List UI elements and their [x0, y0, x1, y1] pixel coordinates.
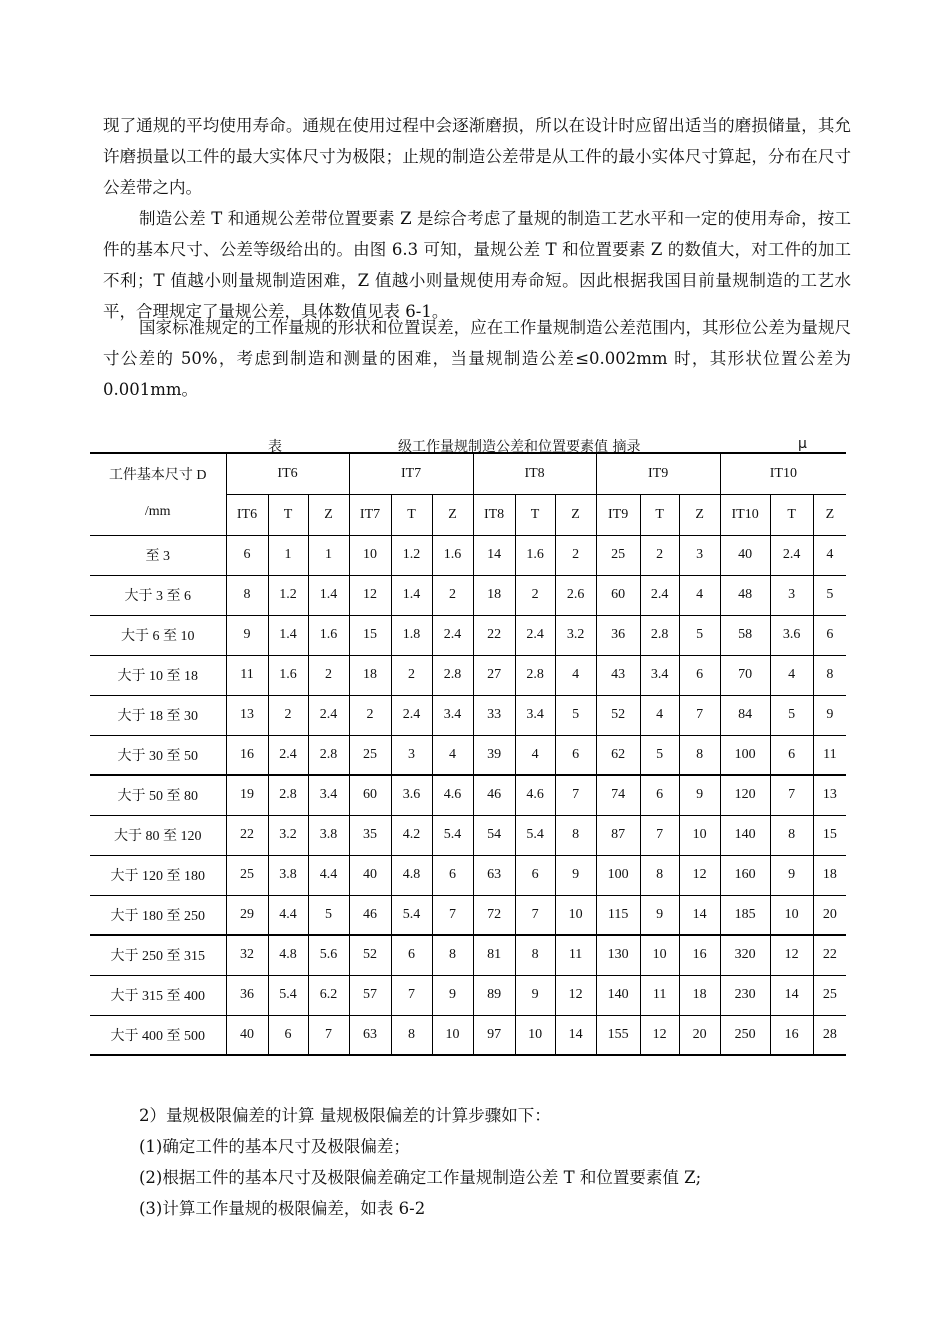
value-cell: 5.4: [515, 815, 555, 855]
value-cell: 160: [720, 855, 770, 895]
dimension-header-line1: 工件基本尺寸 D: [108, 468, 207, 484]
value-cell: 4: [515, 735, 555, 775]
value-cell: 14: [770, 975, 813, 1015]
value-cell: 140: [596, 975, 640, 1015]
value-cell: 72: [473, 895, 515, 935]
table-caption-prefix: 表: [268, 439, 282, 455]
value-cell: 7: [308, 1015, 349, 1055]
value-cell: 35: [349, 815, 391, 855]
value-cell: 12: [555, 975, 596, 1015]
value-cell: 18: [473, 575, 515, 615]
sub-header-cell: IT8: [473, 494, 515, 535]
value-cell: 3.4: [515, 695, 555, 735]
sub-header-cell: IT9: [596, 494, 640, 535]
value-cell: 89: [473, 975, 515, 1015]
value-cell: 3.6: [770, 615, 813, 655]
table-row: [90, 655, 846, 695]
value-cell: 2: [308, 655, 349, 695]
value-cell: 5: [555, 695, 596, 735]
value-cell: 100: [720, 735, 770, 775]
value-cell: 1.2: [268, 575, 308, 615]
value-cell: 4: [770, 655, 813, 695]
value-cell: 1.6: [432, 535, 473, 575]
value-cell: 12: [349, 575, 391, 615]
value-cell: 33: [473, 695, 515, 735]
section-heading: 2）量规极限偏差的计算 量规极限偏差的计算步骤如下：: [139, 1106, 551, 1125]
gauge-tolerance-table: [90, 452, 846, 1056]
value-cell: 3.4: [308, 775, 349, 815]
value-cell: 9: [515, 975, 555, 1015]
sub-header-cell: Z: [679, 494, 720, 535]
body-paragraph-1: 现了通规的平均使用寿命。通规在使用过程中会逐渐磨损，所以在设计时应留出适当的磨损储量，其允许磨损量以工件的最大实体尺寸为极限；止规的制造公差带是从工件的最小实体尺寸算起，分布在尺寸公差带之内。: [103, 116, 851, 197]
dimension-header-line2: /mm: [144, 504, 171, 520]
value-cell: 14: [473, 535, 515, 575]
value-cell: 2: [268, 695, 308, 735]
value-cell: 84: [720, 695, 770, 735]
size-range-cell: 大于 120 至 180: [90, 855, 226, 895]
value-cell: 12: [640, 1015, 679, 1055]
value-cell: 39: [473, 735, 515, 775]
value-cell: 6: [268, 1015, 308, 1055]
sub-header-cell: T: [515, 494, 555, 535]
value-cell: 10: [679, 815, 720, 855]
value-cell: 32: [226, 935, 268, 975]
size-range-cell: 大于 30 至 50: [90, 735, 226, 775]
value-cell: 9: [679, 775, 720, 815]
value-cell: 1.6: [308, 615, 349, 655]
value-cell: 6: [813, 615, 846, 655]
value-cell: 5.6: [308, 935, 349, 975]
grade-header: IT6: [226, 453, 349, 494]
value-cell: 2.4: [432, 615, 473, 655]
sub-header-cell: T: [268, 494, 308, 535]
sub-header-cell: IT7: [349, 494, 391, 535]
value-cell: 1.6: [515, 535, 555, 575]
step-3: (3)计算工作量规的极限偏差，如表 6-2: [139, 1199, 426, 1218]
sub-header-cell: T: [391, 494, 432, 535]
size-range-cell: 大于 400 至 500: [90, 1015, 226, 1055]
value-cell: 140: [720, 815, 770, 855]
value-cell: 250: [720, 1015, 770, 1055]
grade-header-row: [90, 453, 846, 494]
value-cell: 5: [308, 895, 349, 935]
value-cell: 81: [473, 935, 515, 975]
value-cell: 8: [226, 575, 268, 615]
value-cell: 4: [813, 535, 846, 575]
value-cell: 60: [349, 775, 391, 815]
table-row: [90, 935, 846, 975]
value-cell: 7: [679, 695, 720, 735]
grade-header: IT7: [349, 453, 473, 494]
value-cell: 2: [432, 575, 473, 615]
size-range-cell: 大于 18 至 30: [90, 695, 226, 735]
value-cell: 185: [720, 895, 770, 935]
value-cell: 60: [596, 575, 640, 615]
value-cell: 4.8: [391, 855, 432, 895]
value-cell: 1.2: [391, 535, 432, 575]
value-cell: 10: [432, 1015, 473, 1055]
value-cell: 40: [226, 1015, 268, 1055]
value-cell: 46: [473, 775, 515, 815]
value-cell: 7: [555, 775, 596, 815]
value-cell: 9: [432, 975, 473, 1015]
value-cell: 2.4: [391, 695, 432, 735]
value-cell: 52: [349, 935, 391, 975]
value-cell: 4: [432, 735, 473, 775]
value-cell: 6: [226, 535, 268, 575]
value-cell: 3: [391, 735, 432, 775]
value-cell: 58: [720, 615, 770, 655]
value-cell: 120: [720, 775, 770, 815]
value-cell: 2.8: [640, 615, 679, 655]
value-cell: 4.8: [268, 935, 308, 975]
size-range-cell: 大于 180 至 250: [90, 895, 226, 935]
value-cell: 7: [640, 815, 679, 855]
value-cell: 5: [770, 695, 813, 735]
value-cell: 8: [432, 935, 473, 975]
value-cell: 100: [596, 855, 640, 895]
sub-header-cell: T: [640, 494, 679, 535]
size-range-cell: 至 3: [90, 535, 226, 575]
value-cell: 2.8: [268, 775, 308, 815]
value-cell: 155: [596, 1015, 640, 1055]
value-cell: 5.4: [391, 895, 432, 935]
value-cell: 2: [515, 575, 555, 615]
value-cell: 7: [770, 775, 813, 815]
value-cell: 2.8: [308, 735, 349, 775]
value-cell: 2: [555, 535, 596, 575]
value-cell: 2.4: [770, 535, 813, 575]
value-cell: 1: [268, 535, 308, 575]
value-cell: 48: [720, 575, 770, 615]
grade-header: IT9: [596, 453, 720, 494]
value-cell: 10: [349, 535, 391, 575]
value-cell: 3: [679, 535, 720, 575]
value-cell: 40: [349, 855, 391, 895]
value-cell: 16: [679, 935, 720, 975]
value-cell: 36: [226, 975, 268, 1015]
sub-header-cell: T: [770, 494, 813, 535]
value-cell: 6: [391, 935, 432, 975]
value-cell: 22: [226, 815, 268, 855]
value-cell: 9: [813, 695, 846, 735]
table-row: [90, 855, 846, 895]
table-row: [90, 1015, 846, 1055]
value-cell: 1.6: [268, 655, 308, 695]
table-row: [90, 815, 846, 855]
value-cell: 4.2: [391, 815, 432, 855]
value-cell: 11: [640, 975, 679, 1015]
value-cell: 2.4: [308, 695, 349, 735]
sub-header-cell: Z: [813, 494, 846, 535]
value-cell: 10: [515, 1015, 555, 1055]
value-cell: 29: [226, 895, 268, 935]
value-cell: 8: [770, 815, 813, 855]
value-cell: 6: [640, 775, 679, 815]
value-cell: 2.8: [432, 655, 473, 695]
grade-header: IT10: [720, 453, 846, 494]
value-cell: 74: [596, 775, 640, 815]
value-cell: 16: [770, 1015, 813, 1055]
value-cell: 28: [813, 1015, 846, 1055]
value-cell: 2.8: [515, 655, 555, 695]
value-cell: 130: [596, 935, 640, 975]
size-range-cell: 大于 3 至 6: [90, 575, 226, 615]
value-cell: 16: [226, 735, 268, 775]
value-cell: 3: [770, 575, 813, 615]
grade-header: IT8: [473, 453, 596, 494]
value-cell: 54: [473, 815, 515, 855]
value-cell: 3.8: [308, 815, 349, 855]
value-cell: 25: [349, 735, 391, 775]
value-cell: 4.6: [515, 775, 555, 815]
value-cell: 36: [596, 615, 640, 655]
value-cell: 4: [679, 575, 720, 615]
value-cell: 2.6: [555, 575, 596, 615]
size-range-cell: 大于 10 至 18: [90, 655, 226, 695]
value-cell: 1.4: [308, 575, 349, 615]
value-cell: 8: [391, 1015, 432, 1055]
sub-header-cell: Z: [308, 494, 349, 535]
size-range-cell: 大于 50 至 80: [90, 775, 226, 815]
body-paragraph-3: 国家标准规定的工作量规的形状和位置误差，应在工作量规制造公差范围内，其形位公差为量规尺寸公差的 50%，考虑到制造和测量的困难，当量规制造公差≤0.002mm 时，其形状位置公差为 0.001mm。: [103, 318, 851, 399]
value-cell: 57: [349, 975, 391, 1015]
value-cell: 3.8: [268, 855, 308, 895]
value-cell: 4.6: [432, 775, 473, 815]
value-cell: 9: [226, 615, 268, 655]
value-cell: 4: [555, 655, 596, 695]
value-cell: 22: [473, 615, 515, 655]
sub-header-cell: IT6: [226, 494, 268, 535]
value-cell: 11: [555, 935, 596, 975]
value-cell: 63: [473, 855, 515, 895]
value-cell: 6: [555, 735, 596, 775]
step-1: (1)确定工件的基本尺寸及极限偏差；: [139, 1137, 410, 1156]
value-cell: 3.2: [555, 615, 596, 655]
value-cell: 18: [813, 855, 846, 895]
value-cell: 2: [349, 695, 391, 735]
value-cell: 8: [555, 815, 596, 855]
value-cell: 10: [770, 895, 813, 935]
size-range-cell: 大于 250 至 315: [90, 935, 226, 975]
value-cell: 25: [226, 855, 268, 895]
step-2: (2)根据工件的基本尺寸及极限偏差确定工作量规制造公差 T 和位置要素值 Z;: [139, 1168, 702, 1187]
table-row: [90, 615, 846, 655]
value-cell: 63: [349, 1015, 391, 1055]
value-cell: 6.2: [308, 975, 349, 1015]
value-cell: 2.4: [640, 575, 679, 615]
sub-header-cell: Z: [555, 494, 596, 535]
value-cell: 5.4: [432, 815, 473, 855]
value-cell: 14: [555, 1015, 596, 1055]
value-cell: 6: [515, 855, 555, 895]
value-cell: 9: [640, 895, 679, 935]
value-cell: 2: [391, 655, 432, 695]
table-row: [90, 975, 846, 1015]
value-cell: 230: [720, 975, 770, 1015]
value-cell: 5: [640, 735, 679, 775]
value-cell: 1.4: [268, 615, 308, 655]
value-cell: 5.4: [268, 975, 308, 1015]
value-cell: 1: [308, 535, 349, 575]
value-cell: 4.4: [308, 855, 349, 895]
value-cell: 1.8: [391, 615, 432, 655]
value-cell: 62: [596, 735, 640, 775]
value-cell: 46: [349, 895, 391, 935]
table-row: [90, 735, 846, 775]
value-cell: 5: [679, 615, 720, 655]
table-row: [90, 575, 846, 615]
value-cell: 4: [640, 695, 679, 735]
value-cell: 20: [679, 1015, 720, 1055]
table-row: [90, 775, 846, 815]
value-cell: 9: [555, 855, 596, 895]
value-cell: 5: [813, 575, 846, 615]
table-row: [90, 695, 846, 735]
value-cell: 11: [813, 735, 846, 775]
value-cell: 13: [226, 695, 268, 735]
value-cell: 3.2: [268, 815, 308, 855]
value-cell: 12: [679, 855, 720, 895]
value-cell: 2.4: [515, 615, 555, 655]
value-cell: 1.4: [391, 575, 432, 615]
value-cell: 10: [555, 895, 596, 935]
value-cell: 6: [679, 655, 720, 695]
value-cell: 7: [432, 895, 473, 935]
value-cell: 6: [770, 735, 813, 775]
value-cell: 3.6: [391, 775, 432, 815]
value-cell: 12: [770, 935, 813, 975]
value-cell: 18: [349, 655, 391, 695]
value-cell: 43: [596, 655, 640, 695]
value-cell: 8: [813, 655, 846, 695]
value-cell: 8: [515, 935, 555, 975]
body-paragraph-2: 制造公差 T 和通规公差带位置要素 Z 是综合考虑了量规的制造工艺水平和一定的使用寿命，按工件的基本尺寸、公差等级给出的。由图 6.3 可知，量规公差 T 和位置要素 Z 的数值大，对工件的加工不利；T 值越小则量规制造困难，Z 值越小则量规使用寿命短。因此根据我国目前量规制造的工艺水平，合理规定了量规公差，具体数值见表 6-1。: [103, 209, 851, 321]
value-cell: 8: [679, 735, 720, 775]
value-cell: 52: [596, 695, 640, 735]
dimension-header: [90, 453, 226, 535]
table-caption-title: 级工作量规制造公差和位置要素值 摘录: [398, 439, 641, 455]
value-cell: 6: [432, 855, 473, 895]
value-cell: 22: [813, 935, 846, 975]
size-range-cell: 大于 6 至 10: [90, 615, 226, 655]
value-cell: 14: [679, 895, 720, 935]
sub-header-cell: Z: [432, 494, 473, 535]
value-cell: 87: [596, 815, 640, 855]
size-range-cell: 大于 80 至 120: [90, 815, 226, 855]
value-cell: 7: [391, 975, 432, 1015]
value-cell: 18: [679, 975, 720, 1015]
sub-header-cell: IT10: [720, 494, 770, 535]
value-cell: 25: [813, 975, 846, 1015]
table-row: [90, 895, 846, 935]
value-cell: 3.4: [432, 695, 473, 735]
value-cell: 2: [640, 535, 679, 575]
value-cell: 25: [596, 535, 640, 575]
value-cell: 15: [349, 615, 391, 655]
value-cell: 20: [813, 895, 846, 935]
size-range-cell: 大于 315 至 400: [90, 975, 226, 1015]
value-cell: 70: [720, 655, 770, 695]
value-cell: 15: [813, 815, 846, 855]
value-cell: 2.4: [268, 735, 308, 775]
value-cell: 115: [596, 895, 640, 935]
table-caption-unit: μ: [798, 436, 807, 452]
value-cell: 19: [226, 775, 268, 815]
value-cell: 27: [473, 655, 515, 695]
value-cell: 8: [640, 855, 679, 895]
value-cell: 11: [226, 655, 268, 695]
value-cell: 320: [720, 935, 770, 975]
value-cell: 40: [720, 535, 770, 575]
value-cell: 13: [813, 775, 846, 815]
value-cell: 10: [640, 935, 679, 975]
value-cell: 97: [473, 1015, 515, 1055]
value-cell: 4.4: [268, 895, 308, 935]
value-cell: 9: [770, 855, 813, 895]
value-cell: 3.4: [640, 655, 679, 695]
table-row: [90, 535, 846, 575]
value-cell: 7: [515, 895, 555, 935]
